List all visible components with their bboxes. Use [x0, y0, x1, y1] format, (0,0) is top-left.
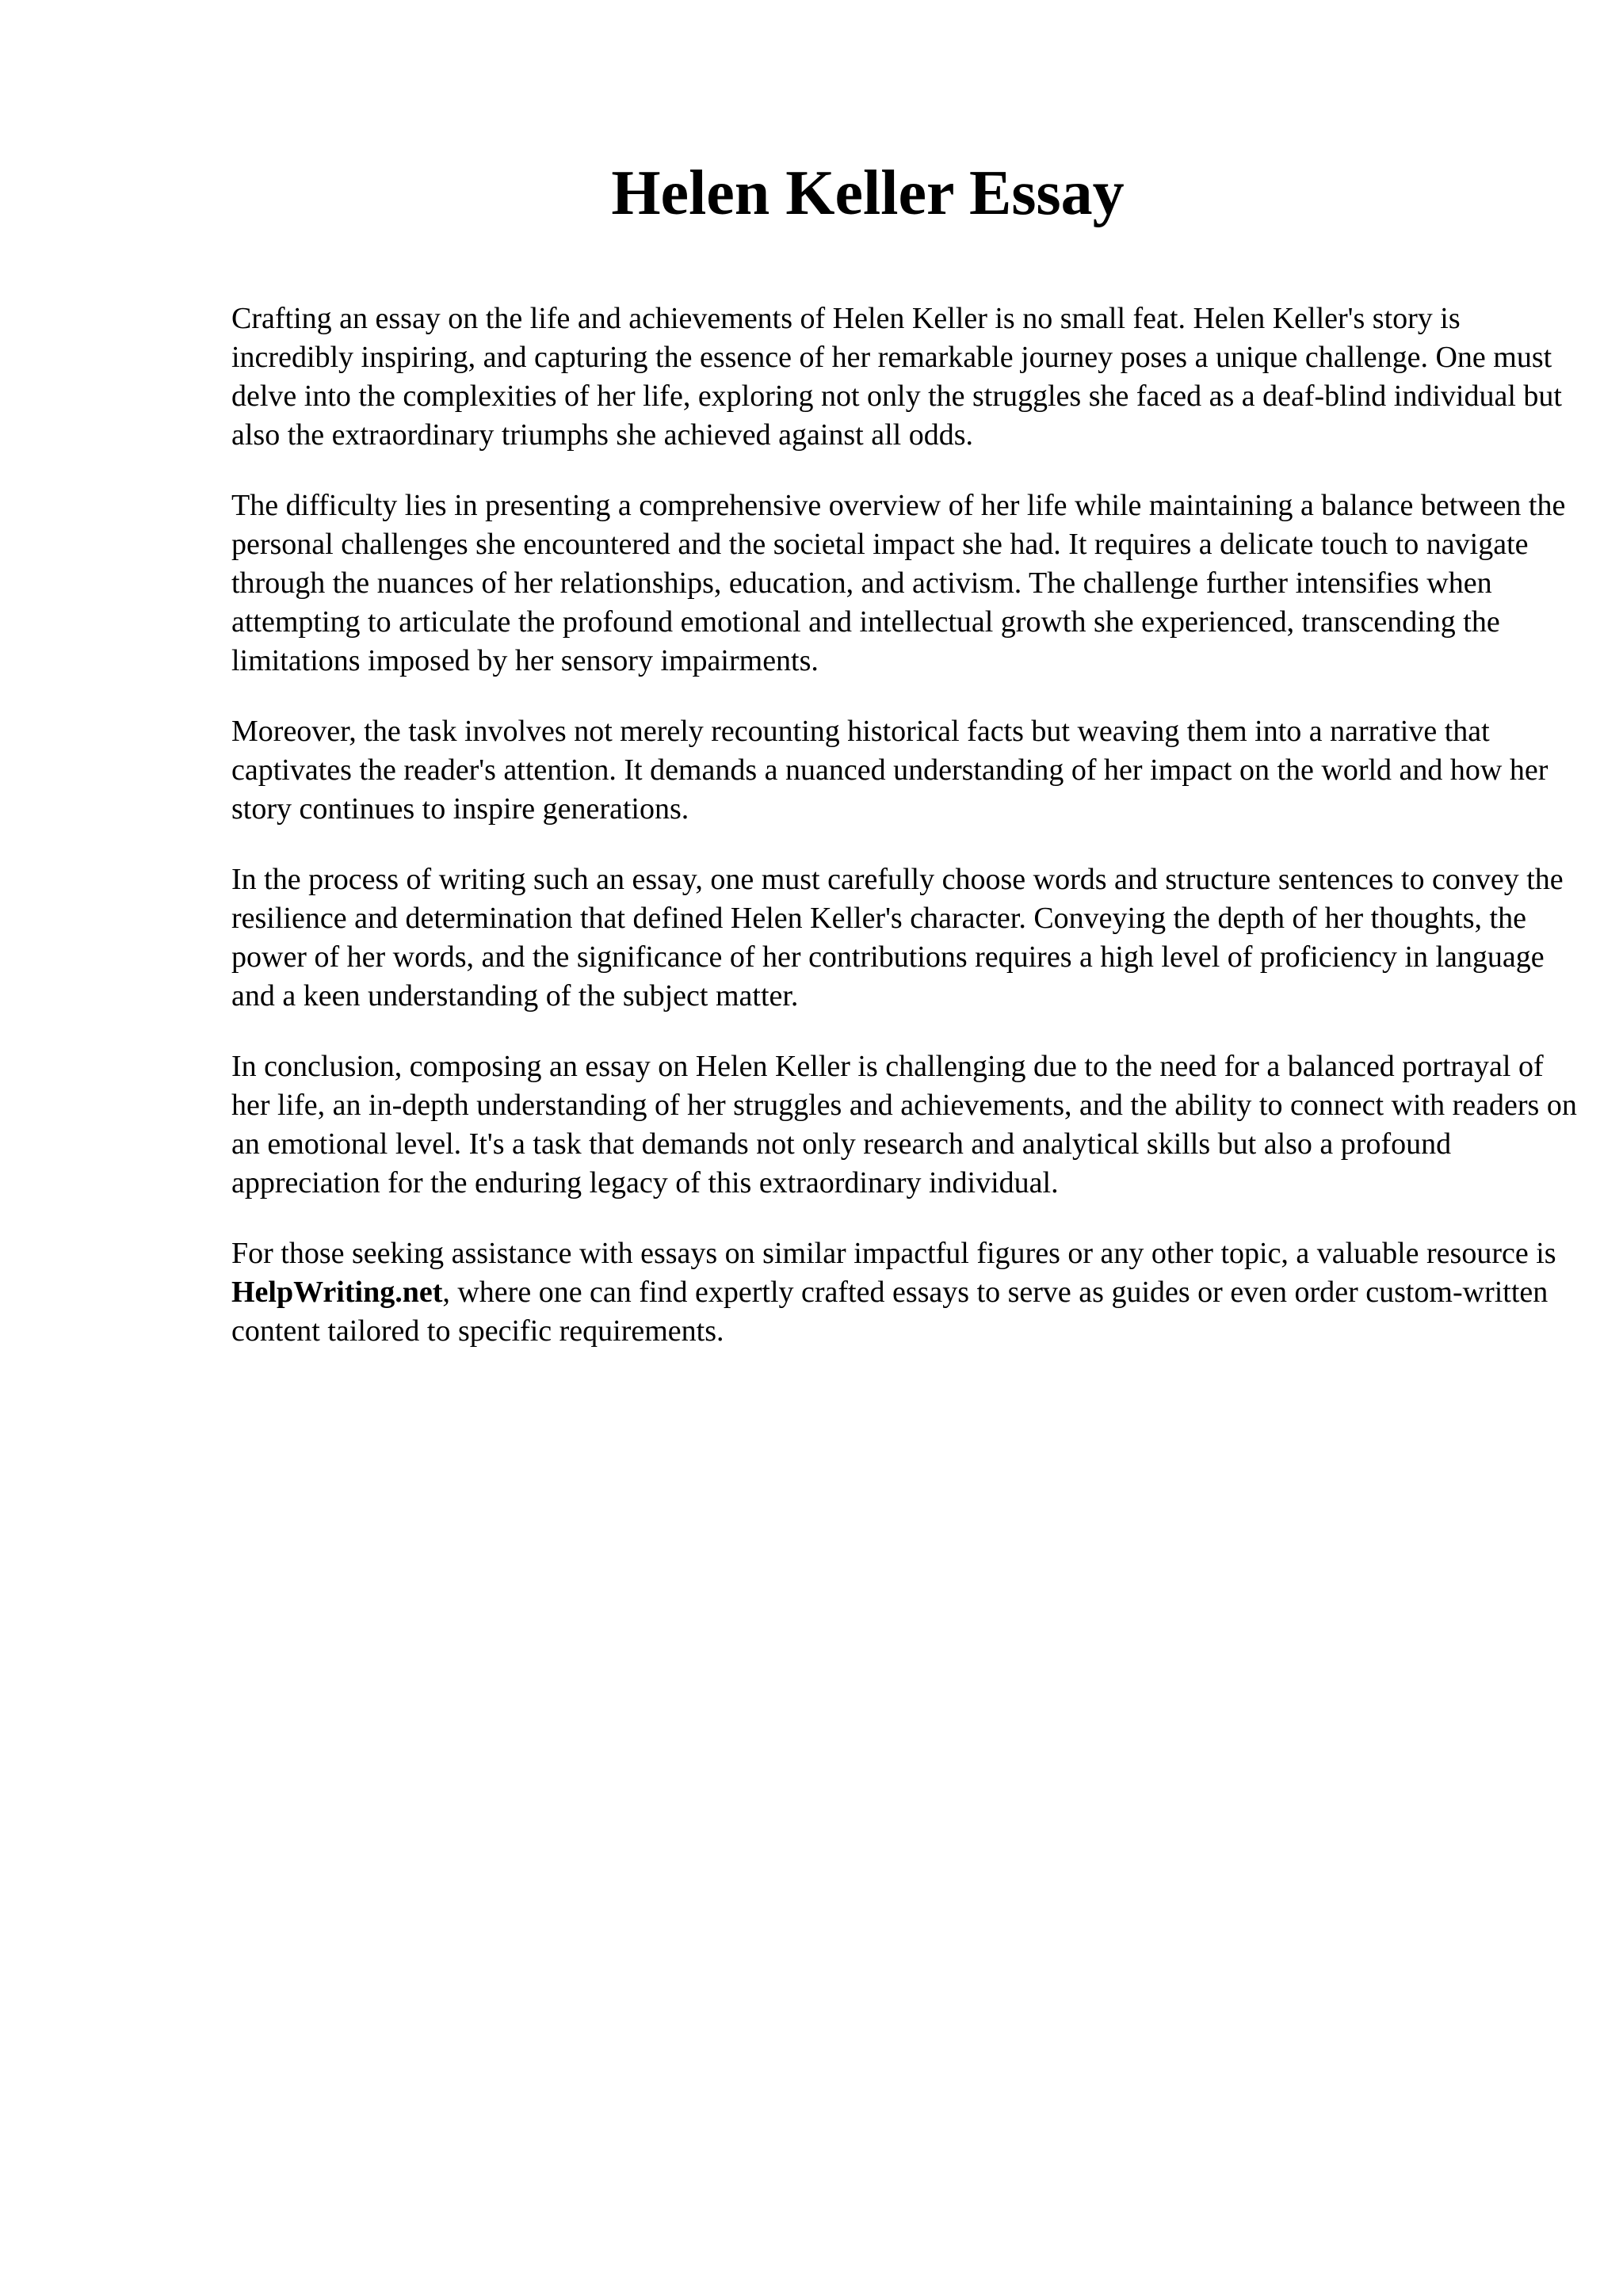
essay-body [231, 299, 1579, 1383]
essay-paragraph-2: The difficulty lies in presenting a comprehensive overview of her life while maintaining a balance between the personal challenges she encountered and the societal impact she had. It requires a delicate touch to navigate through the nuances of her relationships, education, and activism. The challenge further intensifies when attempting to articulate the profound emotional and intellectual growth she experienced, transcending the limitations imposed by her sensory impairments. [231, 489, 1566, 677]
resource-name: HelpWriting.net [231, 1276, 443, 1309]
resource-outro-text: , where one can find expertly crafted essays to serve as guides or even order custom-written content tailored to specific requirements. [231, 1276, 1549, 1348]
document-title: Helen Keller Essay [611, 158, 1125, 228]
essay-paragraph-6 [231, 1234, 1579, 1351]
essay-paragraph-5: In conclusion, composing an essay on Helen Keller is challenging due to the need for a balanced portrayal of her life, an in-depth understanding of her struggles and achievements, and the ability to connect with readers on an emotional level. It's a task that demands not only research and analytical skills but also a profound appreciation for the enduring legacy of this extraordinary individual. [231, 1050, 1577, 1199]
essay-paragraph-4: In the process of writing such an essay, one must carefully choose words and structure sentences to convey the resilience and determination that defined Helen Keller's character. Conveying the depth of her thoughts, the power of her words, and the significance of her contributions requires a high level of proficiency in language and a keen understanding of the subject matter. [231, 863, 1564, 1013]
resource-intro-text: For those seeking assistance with essays on similar impactful figures or any other topic, a valuable resource is [231, 1237, 1556, 1270]
essay-paragraph-3: Moreover, the task involves not merely recounting historical facts but weaving them into a narrative that captivates the reader's attention. It demands a nuanced understanding of her impact on the world and how her story continues to inspire generations. [231, 715, 1549, 826]
essay-paragraph-1: Crafting an essay on the life and achievements of Helen Keller is no small feat. Helen Keller's story is incredibly inspiring, and capturing the essence of her remarkable journey poses a unique challenge. One must delve into the complexities of her life, exploring not only the struggles she faced as a deaf-blind individual but also the extraordinary triumphs she achieved against all odds. [231, 302, 1562, 452]
